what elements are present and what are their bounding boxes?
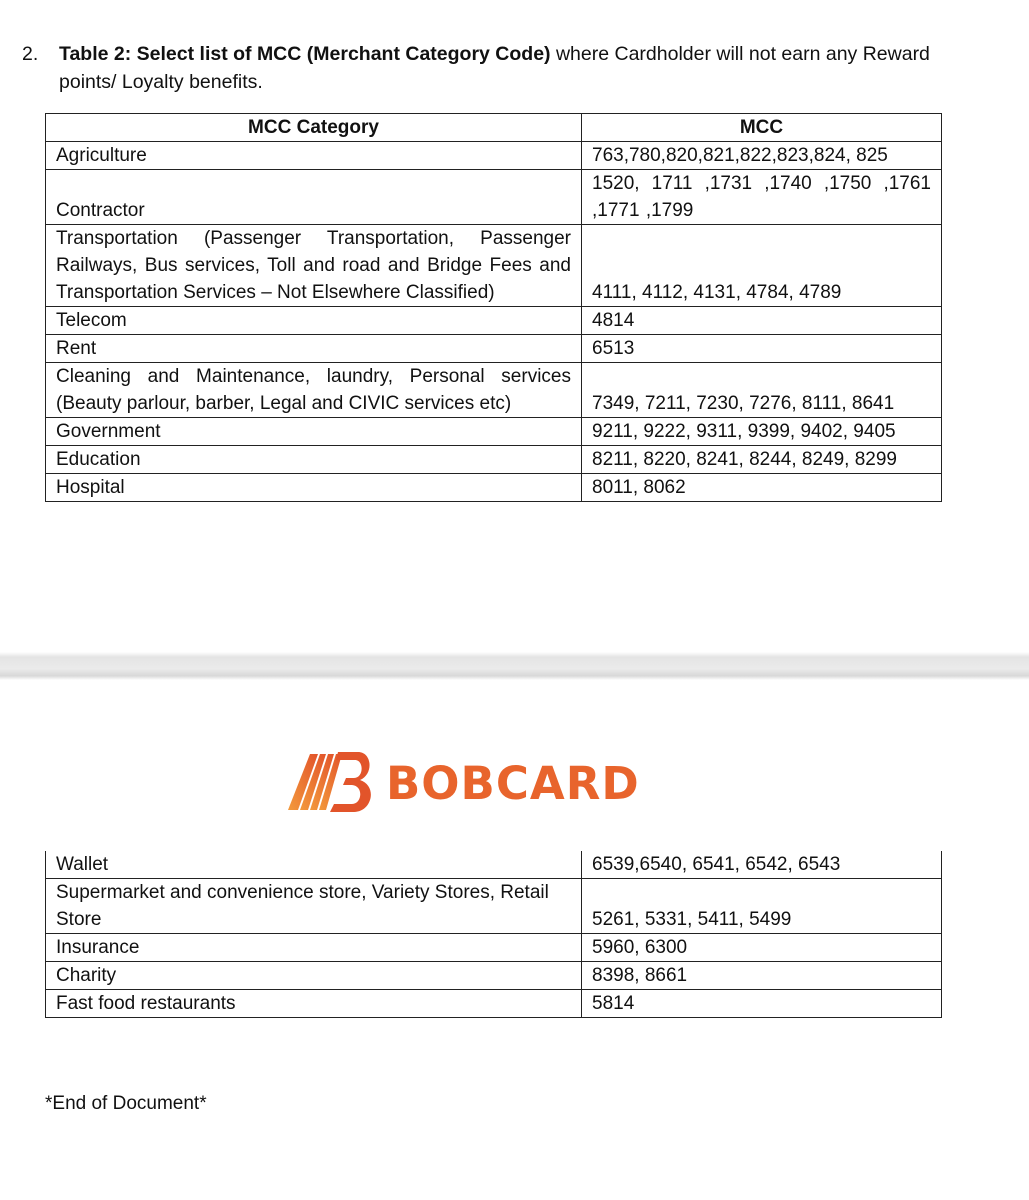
row-category: Fast food restaurants [46,990,582,1018]
row-mcc: 1520, 1711 ,1731 ,1740 ,1750 ,1761 ,1771 ,1799 [582,170,942,225]
bobcard-logo-text: BOBCARD [386,757,640,810]
bobcard-logo [286,748,706,818]
section-number: 2. [22,43,39,65]
table-row [46,335,942,363]
row-mcc: 6513 [582,335,942,363]
table-description: where Cardholder will not earn any Reward points/ Loyalty benefits. [59,43,930,93]
table-row [46,225,942,307]
row-category: Contractor [46,170,582,225]
table-row [46,307,942,335]
table-row [46,474,942,502]
table-row [46,990,942,1018]
page-break-divider [0,652,1029,680]
table-header-row [46,114,942,142]
table-row [46,879,942,934]
row-mcc: 4111, 4112, 4131, 4784, 4789 [582,225,942,307]
row-mcc: 8398, 8661 [582,962,942,990]
row-category: Supermarket and convenience store, Variety Stores, Retail Store [46,879,582,934]
header-mcc-category: MCC Category [46,114,582,142]
row-mcc: 763,780,820,821,822,823,824, 825 [582,142,942,170]
row-mcc: 6539,6540, 6541, 6542, 6543 [582,851,942,879]
table-row [46,851,942,879]
table-title: Table 2: Select list of MCC (Merchant Category Code) [59,43,551,65]
row-category: Hospital [46,474,582,502]
row-category: Wallet [46,851,582,879]
row-mcc: 7349, 7211, 7230, 7276, 8111, 8641 [582,363,942,418]
row-category: Rent [46,335,582,363]
row-category: Insurance [46,934,582,962]
bobcard-b-logo-icon [286,748,378,818]
row-mcc: 8211, 8220, 8241, 8244, 8249, 8299 [582,446,942,474]
mcc-table-continued [45,851,942,1018]
table-row [46,418,942,446]
row-category: Government [46,418,582,446]
end-of-document-note: *End of Document* [45,1093,207,1114]
row-category: Agriculture [46,142,582,170]
header-mcc: MCC [582,114,942,142]
row-category: Education [46,446,582,474]
table-row [46,934,942,962]
table-row [46,446,942,474]
row-category: Transportation (Passenger Transportation, Passenger Railways, Bus services, Toll and road and Bridge Fees and Transportation Services – Not Elsewhere Classified) [46,225,582,307]
section-heading [22,40,962,96]
row-category: Cleaning and Maintenance, laundry, Personal services (Beauty parlour, barber, Legal and CIVIC services etc) [46,363,582,418]
row-mcc: 5261, 5331, 5411, 5499 [582,879,942,934]
table-row [46,363,942,418]
row-mcc: 4814 [582,307,942,335]
mcc-table [45,113,942,502]
table-row [46,962,942,990]
row-mcc: 5960, 6300 [582,934,942,962]
row-mcc: 8011, 8062 [582,474,942,502]
row-mcc: 9211, 9222, 9311, 9399, 9402, 9405 [582,418,942,446]
row-mcc: 5814 [582,990,942,1018]
table-row [46,142,942,170]
row-category: Telecom [46,307,582,335]
section-title [59,40,962,96]
table-row [46,170,942,225]
row-category: Charity [46,962,582,990]
